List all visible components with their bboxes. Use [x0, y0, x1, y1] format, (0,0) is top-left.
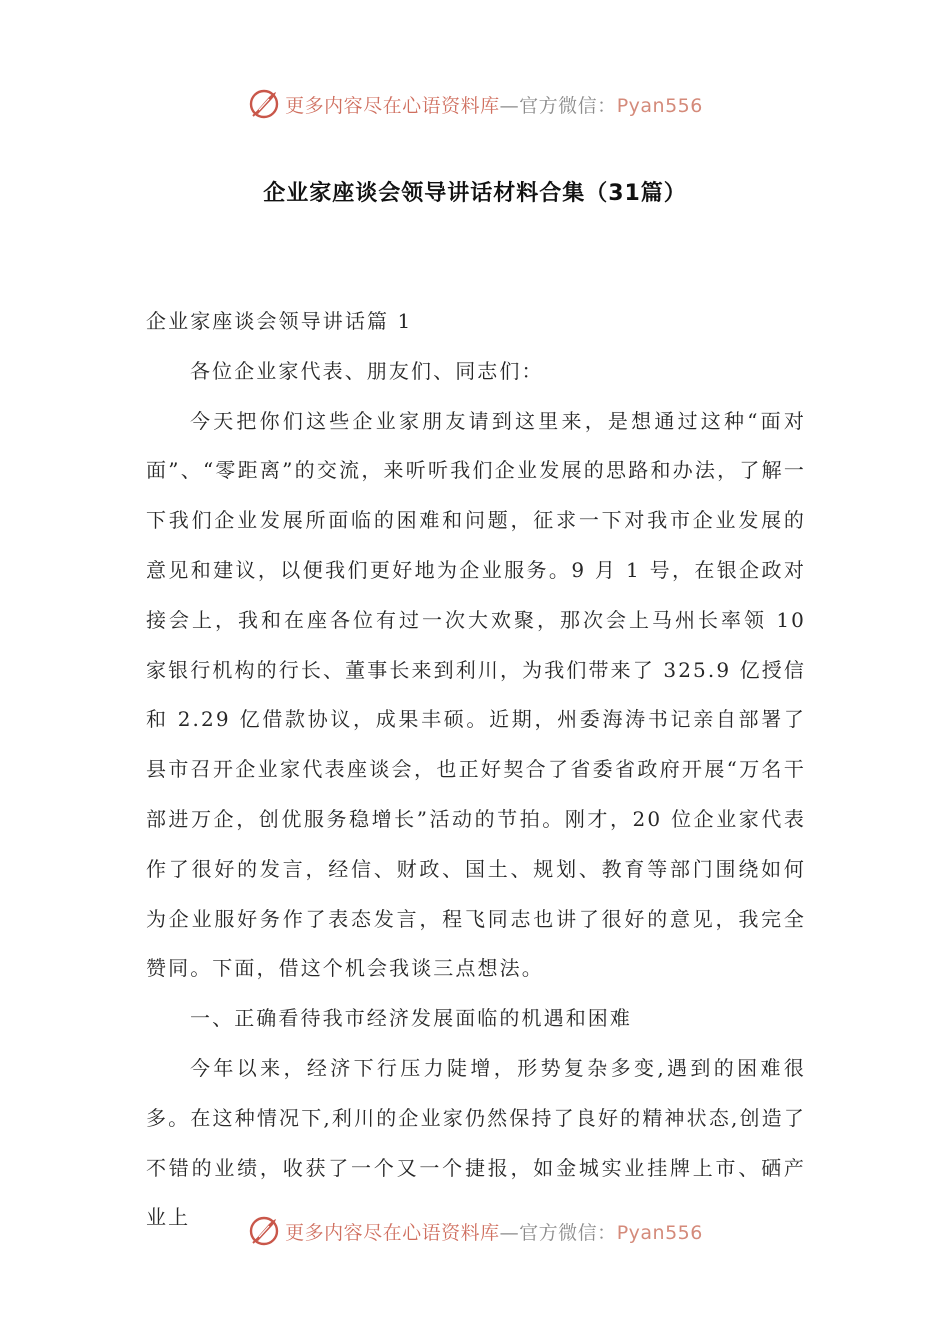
banner-wechat-id: Pyan556	[616, 1221, 703, 1244]
banner-wechat-label: 官方微信：	[519, 1221, 617, 1244]
banner-text	[285, 91, 703, 118]
banner-site-text: 更多内容尽在心语资料库	[285, 94, 500, 117]
banner-site-text: 更多内容尽在心语资料库	[285, 1221, 500, 1244]
document-title: 企业家座谈会领导讲话材料合集（31篇）	[263, 181, 687, 206]
subheading-paragraph: 一、正确看待我市经济发展面临的机遇和困难	[190, 1006, 632, 1031]
body-paragraph: 今年以来，经济下行压力陡增，形势复杂多变,遇到的困难很多。在这种情况下,利川的企业家仍然保持了良好的精神状态,创造了不错的业绩，收获了一个又一个捷报，如金城实业挂牌上市、硒产业上	[146, 1055, 806, 1230]
document-body	[146, 297, 806, 1243]
banner-separator: —	[499, 94, 520, 117]
quill-logo-icon	[247, 1214, 281, 1248]
quill-logo-icon	[247, 87, 281, 121]
banner-wechat-id: Pyan556	[616, 94, 703, 117]
banner-wechat-label: 官方微信：	[519, 94, 617, 117]
banner-separator: —	[499, 1221, 520, 1244]
banner-text	[285, 1218, 703, 1245]
salutation-paragraph: 各位企业家代表、朋友们、同志们：	[190, 358, 544, 383]
top-watermark-banner	[0, 82, 950, 126]
section-heading: 企业家座谈会领导讲话篇 1	[146, 309, 413, 333]
bottom-watermark-banner	[0, 1209, 950, 1253]
body-paragraph: 今天把你们这些企业家朋友请到这里来，是想通过这种“面对面”、“零距离”的交流，来听听我们企业发展的思路和办法，了解一下我们企业发展所面临的困难和问题，征求一下对我市企业发展的意见和建议，以便我们更好地为企业服务。9 月 1 号，在银企政对接会上，我和在座各位有过一次大欢聚，那次会上马州长率领 10 家银行机构的行长、董事长来到利川，为我们带来了 325.9 亿授信和 2.29 亿借款协议，成果丰硕。近期，州委海涛书记亲自部署了县市召开企业家代表座谈会，也正好契合了省委省政府开展“万名干部进万企，创优服务稳增长”活动的节拍。刚才，20 位企业家代表作了很好的发言，经信、财政、国土、规划、教育等部门围绕如何为企业服好务作了表态发言，程飞同志也讲了很好的意见，我完全赞同。下面，借这个机会我谈三点想法。	[146, 408, 806, 981]
